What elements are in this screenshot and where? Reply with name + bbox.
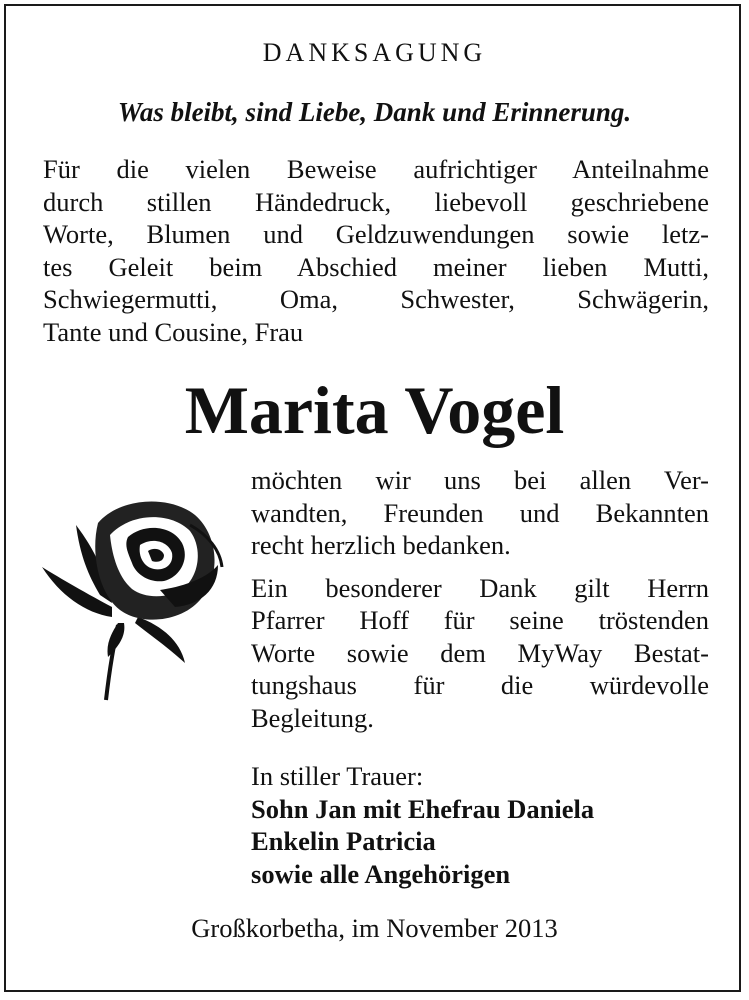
- special-thanks-line: Ein besonderer Dank gilt Herrn: [251, 572, 709, 603]
- mourner-name: Sohn Jan mit Ehefrau Daniela: [251, 793, 595, 824]
- mourners-block: [251, 760, 709, 890]
- intro-line: Worte, Blumen und Geldzuwendungen sowie letz-: [43, 219, 709, 249]
- intro-line: durch stillen Händedruck, liebevoll geschriebene: [43, 186, 709, 217]
- mourner-name: Enkelin Patricia: [251, 826, 436, 856]
- special-thanks-line: Pfarrer Hoff für seine tröstenden: [251, 605, 709, 635]
- motto: Was bleibt, sind Liebe, Dank und Erinnerung.: [117, 97, 632, 127]
- special-thanks-line: tungshaus für die würdevolle: [251, 670, 709, 700]
- place-date: Großkorbetha, im November 2013: [191, 913, 558, 943]
- rose-illustration: [40, 495, 230, 710]
- special-thanks-paragraph: [251, 572, 709, 735]
- mourning-intro: In stiller Trauer:: [251, 761, 424, 791]
- intro-line: tes Geleit beim Abschied meiner lieben Mutti,: [43, 251, 709, 282]
- thanks-paragraph: [251, 464, 709, 734]
- special-thanks-line: Worte sowie dem MyWay Bestat-: [251, 637, 709, 668]
- rose-icon: [40, 495, 230, 710]
- deceased-name: Marita Vogel: [184, 372, 565, 448]
- intro-line: Für die vielen Beweise aufrichtiger Anteilnahme: [43, 154, 709, 184]
- thanks-line: recht herzlich bedanken.: [251, 530, 511, 560]
- intro-line: Schwiegermutti, Oma, Schwester, Schwägerin,: [43, 284, 709, 314]
- intro-line: Tante und Cousine, Frau: [43, 316, 304, 347]
- thanks-line: möchten wir uns bei allen Ver-: [251, 465, 709, 495]
- intro-paragraph: [43, 153, 709, 348]
- special-thanks-line: Begleitung.: [251, 702, 374, 733]
- mourner-name: sowie alle Angehörigen: [251, 858, 511, 889]
- notice-heading: DANKSAGUNG: [262, 38, 487, 67]
- thanks-line: wandten, Freunden und Bekannten: [251, 497, 709, 528]
